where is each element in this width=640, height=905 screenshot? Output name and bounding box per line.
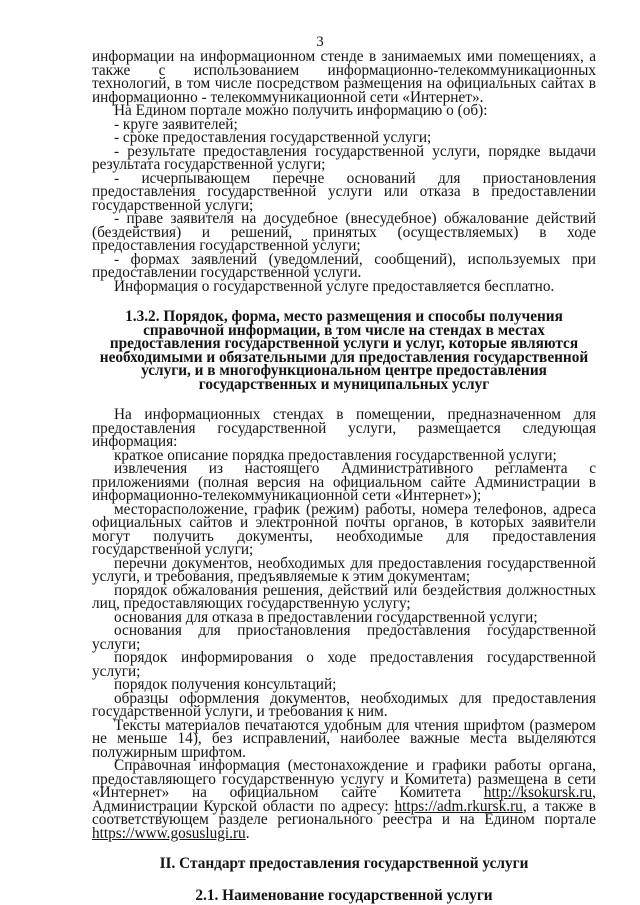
document-body [92,50,596,902]
list-item: образцы оформления документов, необходимых для предоставления государственной услуги, и требования к ним. [92,689,596,720]
list-item: основания для приостановления предоставления государственной услуги; [92,622,596,653]
list-item: месторасположение, график (режим) работы, номера телефонов, адреса официальных сайтов и электронной почты органов, в которых заявители могут получить документы, необходимые для предоставления государственной услуги; [92,500,596,558]
list-item: - исчерпывающем перечне оснований для приостановления предоставления государственной услуги или отказа в предоставлении государственной услуги; [92,169,596,214]
paragraph: На Едином портале можно получить информацию о (об): [114,102,488,119]
list-item: извлечения из настоящего Административного регламента с приложениями (полная версия на официальном сайте Администрации в информационно-телекоммуникационной сети «Интернет»); [92,460,596,504]
list-item: порядок информирования о ходе предоставления государственной услуги; [92,649,596,680]
gosuslugi-link[interactable]: https://www.gosuslugi.ru [92,824,246,842]
section-heading: II. Стандарт предоставления государственной услуги [159,855,529,872]
paragraph: Информация о государственной услуге предоставляется бесплатно. [114,277,555,295]
list-item: - результате предоставления государственной услуги, порядке выдачи результата государственной услуги; [92,142,596,173]
reference-text: , Администрации Курской области по адресу: [92,784,596,815]
list-item: порядок обжалования решения, действий или бездействия должностных лиц, предоставляющих государственную услугу; [92,581,596,612]
komitet-site-link[interactable]: http://ksokursk.ru [483,784,593,801]
list-item: - круге заявителей; [114,115,238,133]
list-item: порядок получения консультаций; [114,676,337,693]
list-item: краткое описание порядка предоставления государственной услуги; [114,446,557,464]
reference-text: . [245,824,250,842]
list-item: основания для отказа в предоставлении государственной услуги; [114,608,538,626]
list-item: - праве заявителя на досудебное (внесудебное) обжалование действий (бездействия) и решений, принятых (осуществляемых) в ходе предоставления государственной услуги; [92,210,596,254]
paragraph: информации на информационном стенде в занимаемых ими помещениях, а также с использованием информационно-телекоммуникационных технологий, в том числе посредством размещения на официальных сайтах в информационно - телекоммуникационной сети «Интернет». [92,48,596,106]
reference-paragraph [92,759,596,840]
section-heading: 1.3.2. Порядок, форма, место размещения и способы получения справочной информации, в том числе на стендах в местах предоставления государственной услуги и услуг, которые являются необходимыми и обязательными для предоставления государственной услуги, и в многофункциональном центре предоставления государственных и муниципальных услуг [99,308,589,393]
page-number: 3 [316,34,324,50]
list-item: перечни документов, необходимых для предоставления государственной услуги, и требования, предъявляемые к этим документам; [92,554,596,585]
subsection-heading: 2.1. Наименование государственной услуги [195,886,493,904]
reference-text: , а также в соответствующем разделе регионального реестра и на Едином портале [92,797,597,828]
administration-site-link[interactable]: https://adm.rkursk.ru [394,797,523,815]
reference-text: Справочная информация (местонахождение и графики работы органа, предоставляющего государственную услугу и Комитета) размещена в сети «Интернет» на официальном сайте Комитета [92,757,596,801]
paragraph: Тексты материалов печатаются удобным для чтения шрифтом (размером не меньше 14), без исправлений, наиболее важные места выделяются полужирным шрифтом. [92,716,596,761]
list-item: - формах заявлений (уведомлений, сообщений), используемых при предоставлении государственной услуги. [92,250,596,281]
list-item: - сроке предоставления государственной услуги; [114,129,432,146]
paragraph: На информационных стендах в помещении, предназначенном для предоставления государственной услуги, размещается следующая информация: [92,406,596,450]
